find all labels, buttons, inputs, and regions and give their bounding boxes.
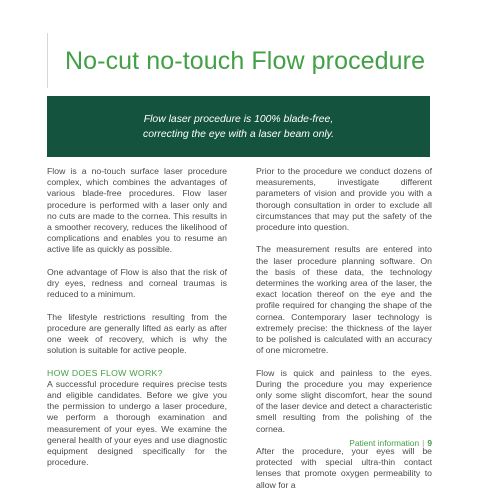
highlight-banner [47,96,430,157]
left-paragraph-3: The lifestyle restrictions resulting from the procedure are generally lifted as early as after one week of recovery, which is why the solution is suitable for active people. [47,311,227,356]
footer-label: Patient information [349,438,420,448]
page-footer [349,438,432,448]
page-title: No-cut no-touch Flow procedure [65,47,426,75]
vertical-divider [47,33,48,88]
banner-line-1: Flow laser procedure is 100% blade-free, [143,113,334,125]
right-paragraph-2: The measurement results are entered into the laser procedure planning software. On the basis of these data, the technology determines the working area of the laser, the exact location thereof on the eye and the profile required for changing the shape of the cornea. Contemporary laser technology is extremely precise: the thickness of the layer to be polished is calculated with an accuracy of one micrometre. [256,244,432,356]
right-paragraph-3: Flow is quick and painless to the eyes. During the procedure you may experience only some slight discomfort, hear the sound of the laser device and detect a characteristic smell resulting from the polishing of the cornea. [256,367,432,434]
left-paragraph-4: A successful procedure requires precise tests and eligible candidates. Before we give you the permission to undergo a laser procedure, we perform a thorough examination and measurement of your eyes. We examine the general health of your eyes and use diagnostic equipment designed specifically for the procedure. [47,378,227,468]
left-paragraph-2: One advantage of Flow is also that the risk of dry eyes, redness and corneal traumas is reduced to a minimum. [47,266,227,300]
right-paragraph-1: Prior to the procedure we conduct dozens of measurements, investigate different parameters of vision and provide you with a thorough consultation in order to exclude all circumstances that may put the safety of the procedure into question. [256,166,432,233]
left-paragraph-1: Flow is a no-touch surface laser procedure complex, which combines the advantages of various blade-free procedures. Flow laser procedure is performed with a laser only and no cuts are made to the cornea. This results in a smoother recovery, reduces the likelihood of complications and enables you to resume an active life as quickly as possible. [47,166,227,255]
right-paragraph-4: After the procedure, your eyes will be protected with special ultra-thin contact lenses that promote oxygen permeability to allow for a [256,446,432,490]
section-heading: HOW DOES FLOW WORK? [47,367,163,378]
banner-line-2: correcting the eye with a laser beam only. [143,128,334,140]
page-number: 9 [427,438,432,448]
left-column [47,166,227,480]
right-column [256,166,432,502]
footer-separator: | [422,438,425,448]
